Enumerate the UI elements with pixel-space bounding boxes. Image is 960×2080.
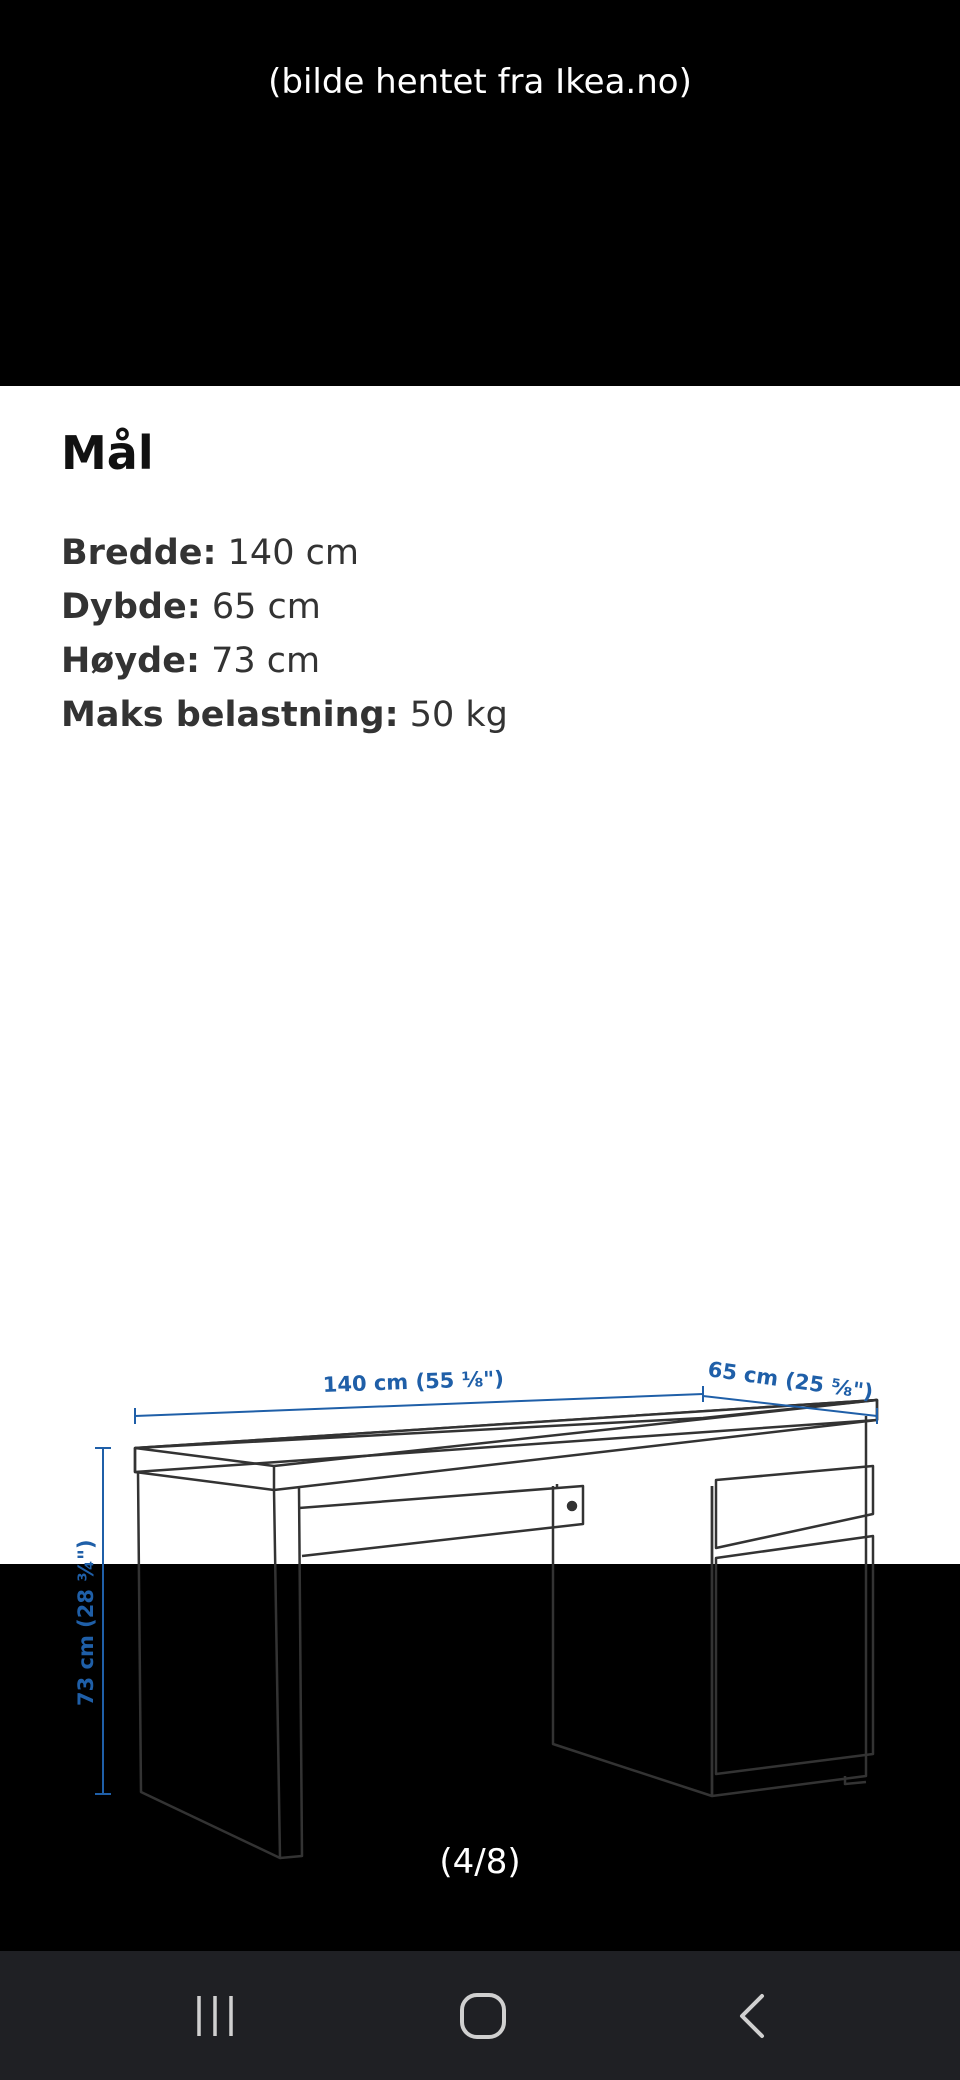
spec-width (61, 526, 508, 580)
spec-label: Høyde: (61, 641, 200, 681)
spec-value: 73 cm (199, 641, 321, 681)
system-navigation-bar (0, 1951, 960, 2080)
spec-label: Bredde: (61, 533, 217, 573)
page-counter: (4/8) (439, 1842, 521, 1882)
spec-label: Dybde: (61, 587, 201, 627)
spec-label: Maks belastning: (61, 695, 399, 735)
spec-depth (61, 580, 508, 634)
product-image[interactable] (0, 386, 960, 1706)
spec-value: 50 kg (398, 695, 508, 735)
section-title: Mål (61, 426, 154, 480)
image-caption: (bilde hentet fra Ikea.no) (268, 62, 692, 102)
home-icon (459, 1992, 507, 2040)
spec-list (61, 526, 508, 742)
depth-dimension-label: 65 cm (25 ⅝") (706, 1357, 875, 1405)
spec-height (61, 634, 508, 688)
spec-max-load (61, 688, 508, 742)
recents-icon (191, 1992, 239, 2040)
desk-dimension-drawing (0, 946, 960, 1706)
back-icon (729, 1992, 777, 2040)
height-dimension-label: 73 cm (28 ¾") (74, 1539, 98, 1706)
desk-outline (135, 1400, 877, 1858)
width-dimension-label: 140 cm (55 ⅛") (322, 1366, 505, 1397)
spec-value: 140 cm (216, 533, 359, 573)
spec-value: 65 cm (200, 587, 321, 627)
recents-button[interactable] (135, 1951, 295, 2080)
back-button[interactable] (673, 1951, 833, 2080)
home-button[interactable] (403, 1951, 563, 2080)
